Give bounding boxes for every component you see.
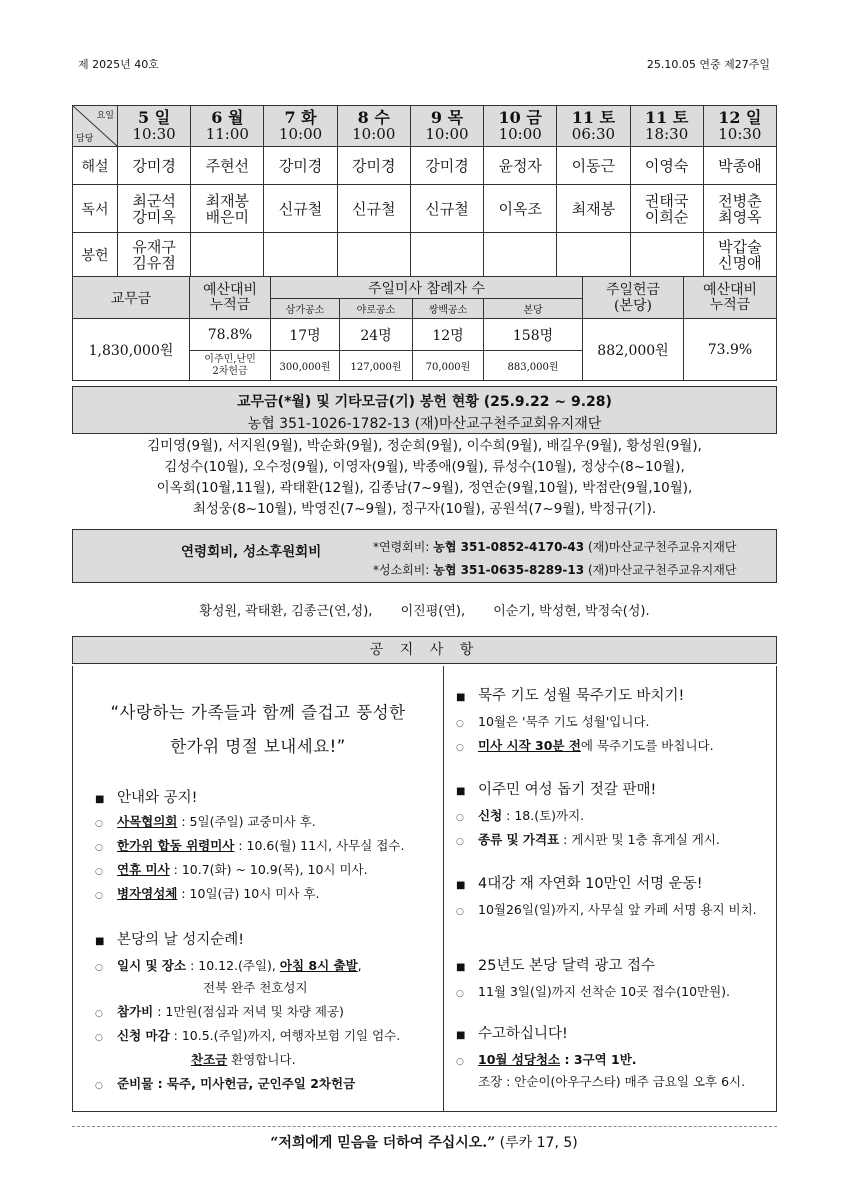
footer-divider bbox=[72, 1126, 777, 1127]
donor-line: 이옥희(10월,11월), 곽태환(12월), 김종남(7~9월), 정연순(9월,10월), 박점란(9월,10월), bbox=[156, 480, 693, 496]
donation-title: 교무금(*월) 및 기타모금(기) 봉헌 현황 (25.9.22 ~ 9.28) bbox=[237, 394, 612, 410]
notice-item-continued: 찬조금 환영합니다. bbox=[191, 1052, 296, 1067]
row-label-commentary: 해설 bbox=[73, 147, 118, 185]
sub-label-samga: 삼가공소 bbox=[271, 299, 340, 319]
schedule-cell: 최재봉 배은미 bbox=[191, 185, 264, 233]
memorial-fund-account: *연령회비: 농협 351-0852-4170-43 (재)마산교구천주교유지재단 bbox=[373, 540, 737, 554]
circle-bullet-icon: ○ bbox=[456, 813, 464, 823]
schedule-cell: 강미경 bbox=[337, 147, 410, 185]
square-bullet-icon: ■ bbox=[95, 936, 105, 947]
member-donor-group: 이순기, 박성현, 박정숙(성). bbox=[493, 604, 650, 619]
schedule-day-header: 5 일 10:30 bbox=[118, 106, 191, 147]
schedule-cell: 이동근 bbox=[557, 147, 630, 185]
second-offering-label: 이주민,난민 2차헌금 bbox=[190, 351, 271, 381]
schedule-cell: 권태국 이희순 bbox=[630, 185, 703, 233]
schedule-cell bbox=[484, 233, 557, 277]
square-bullet-icon: ■ bbox=[456, 880, 466, 891]
donor-line: 최성웅(8~10월), 박영진(7~9월), 정구자(10월), 공원석(7~9월), 박정규(기). bbox=[192, 501, 657, 517]
circle-bullet-icon: ○ bbox=[95, 1033, 103, 1043]
issue-number: 제 2025년 40호 bbox=[78, 58, 159, 71]
schedule-cell: 강미경 bbox=[410, 147, 483, 185]
donor-list bbox=[72, 436, 777, 520]
square-bullet-icon: ■ bbox=[456, 962, 466, 973]
second-offering-ssangbaek: 70,000원 bbox=[413, 351, 484, 381]
section-title: ■ 25년도 본당 달력 광고 접수 bbox=[456, 958, 655, 974]
schedule-day-header: 8 수 10:00 bbox=[337, 106, 410, 147]
schedule-cell: 윤정자 bbox=[484, 147, 557, 185]
circle-bullet-icon: ○ bbox=[95, 843, 103, 853]
offering-label: 주일헌금 (본당) bbox=[583, 277, 684, 319]
member-fund-header bbox=[72, 529, 777, 583]
verse-reference: (루카 17, 5) bbox=[499, 1135, 578, 1151]
circle-bullet-icon: ○ bbox=[456, 719, 464, 729]
kyomu-label: 교무금 bbox=[73, 277, 190, 319]
square-bullet-icon: ■ bbox=[456, 786, 466, 797]
sub-label-ssangbaek: 쌍백공소 bbox=[413, 299, 484, 319]
section-title: ■ 안내와 공지! bbox=[95, 790, 198, 806]
attendance-label: 주일미사 참례자 수 bbox=[271, 277, 583, 299]
schedule-cell: 주현선 bbox=[191, 147, 264, 185]
notice-item-continued: 조장 : 안순이(아우구스타) 매주 금요일 오후 6시. bbox=[478, 1074, 746, 1089]
notice-item: ○ 종류 및 가격표 : 게시판 및 1층 휴게실 게시. bbox=[456, 832, 720, 847]
schedule-cell: 신규철 bbox=[337, 185, 410, 233]
schedule-day-header: 11 토 06:30 bbox=[557, 106, 630, 147]
attendance-ssangbaek: 12명 bbox=[413, 319, 484, 351]
schedule-cell bbox=[191, 233, 264, 277]
member-donor-group: 황성원, 곽태환, 김종근(연,성), bbox=[199, 604, 373, 619]
circle-bullet-icon: ○ bbox=[95, 1081, 103, 1091]
notice-box bbox=[72, 666, 777, 1112]
section-title: ■ 4대강 재 자연화 10만인 서명 운동! bbox=[456, 876, 703, 892]
circle-bullet-icon: ○ bbox=[95, 1009, 103, 1019]
schedule-cell bbox=[337, 233, 410, 277]
notice-item: ○ 연휴 미사 : 10.7(화) ~ 10.9(목), 10시 미사. bbox=[95, 862, 368, 877]
offering-value: 882,000원 bbox=[583, 319, 684, 381]
circle-bullet-icon: ○ bbox=[456, 837, 464, 847]
slogan-line: 한가위 명절 보내세요!” bbox=[170, 737, 346, 756]
square-bullet-icon: ■ bbox=[456, 1030, 466, 1041]
schedule-cell: 신규철 bbox=[264, 185, 337, 233]
mass-schedule-table bbox=[72, 105, 777, 277]
issue-date: 25.10.05 연중 제27주일 bbox=[646, 58, 770, 71]
budget-label-1: 예산대비 누적금 bbox=[190, 277, 271, 319]
notice-item: ○ 10월은 '묵주 기도 성월'입니다. bbox=[456, 714, 650, 729]
notice-item: ○ 사목협의회 : 5일(주일) 교중미사 후. bbox=[95, 814, 316, 829]
budget-pct-2: 73.9% bbox=[684, 319, 777, 381]
schedule-day-header: 12 일 10:30 bbox=[703, 106, 776, 147]
notice-item: ○ 병자영성체 : 10일(금) 10시 미사 후. bbox=[95, 886, 320, 901]
finance-table bbox=[72, 276, 777, 381]
schedule-cell: 최군석 강미옥 bbox=[118, 185, 191, 233]
schedule-cell: 이영숙 bbox=[630, 147, 703, 185]
schedule-cell: 박갑술 신명애 bbox=[703, 233, 776, 277]
slogan bbox=[73, 696, 443, 764]
budget-pct-1: 78.8% bbox=[190, 319, 271, 351]
square-bullet-icon: ■ bbox=[456, 692, 466, 703]
member-fund-donors bbox=[72, 600, 777, 619]
second-offering-samga: 300,000원 bbox=[271, 351, 340, 381]
donation-account: 농협 351-1026-1782-13 (재)마산교구천주교회유지재단 bbox=[247, 416, 602, 432]
footer-verse bbox=[0, 1132, 848, 1152]
notice-left-column bbox=[73, 666, 443, 1091]
notice-item: ○ 미사 시작 30분 전에 묵주기도를 바칩니다. bbox=[456, 738, 714, 753]
notice-item: ○ 준비물 : 묵주, 미사헌금, 군인주일 2차헌금 bbox=[95, 1076, 356, 1091]
schedule-cell: 최재봉 bbox=[557, 185, 630, 233]
corner-label-role: 담당 bbox=[76, 134, 94, 144]
row-label-offering: 봉헌 bbox=[73, 233, 118, 277]
notice-item: ○ 10월26일(일)까지, 사무실 앞 카페 서명 용지 비치. bbox=[456, 902, 757, 917]
square-bullet-icon: ■ bbox=[95, 794, 105, 805]
section-title: ■ 본당의 날 성지순례! bbox=[95, 932, 245, 948]
donation-header bbox=[72, 386, 777, 434]
member-fund-title: 연령회비, 성소후원회비 bbox=[181, 544, 322, 560]
circle-bullet-icon: ○ bbox=[456, 743, 464, 753]
vocation-fund-account: *성소회비: 농협 351-0635-8289-13 (재)마산교구천주교유지재단 bbox=[373, 563, 737, 577]
schedule-day-header: 10 금 10:00 bbox=[484, 106, 557, 147]
schedule-cell: 강미경 bbox=[264, 147, 337, 185]
notice-item: ○ 신청 : 18.(토)까지. bbox=[456, 808, 585, 823]
schedule-cell bbox=[410, 233, 483, 277]
second-offering-main: 883,000원 bbox=[484, 351, 583, 381]
donor-line: 김미영(9월), 서지원(9월), 박순화(9월), 정순희(9월), 이수희(9월), 배길우(9월), 황성원(9월), bbox=[147, 438, 702, 454]
circle-bullet-icon: ○ bbox=[95, 891, 103, 901]
sub-label-main: 본당 bbox=[484, 299, 583, 319]
notice-item: ○ 10월 성당청소 : 3구역 1반. bbox=[456, 1052, 637, 1067]
kyomu-value: 1,830,000원 bbox=[73, 319, 190, 381]
schedule-cell: 박종애 bbox=[703, 147, 776, 185]
circle-bullet-icon: ○ bbox=[95, 963, 103, 973]
budget-label-2: 예산대비 누적금 bbox=[684, 277, 777, 319]
circle-bullet-icon: ○ bbox=[95, 819, 103, 829]
notice-item: ○ 일시 및 장소 : 10.12.(주일), 아침 8시 출발, bbox=[95, 958, 362, 973]
circle-bullet-icon: ○ bbox=[456, 907, 464, 917]
notice-item: ○ 신청 마감 : 10.5.(주일)까지, 여행자보험 기일 엄수. bbox=[95, 1028, 401, 1043]
notice-heading: 공 지 사 항 bbox=[72, 636, 777, 664]
circle-bullet-icon: ○ bbox=[456, 989, 464, 999]
schedule-day-header: 7 화 10:00 bbox=[264, 106, 337, 147]
circle-bullet-icon: ○ bbox=[456, 1057, 464, 1067]
schedule-cell bbox=[264, 233, 337, 277]
notice-item: ○ 11월 3일(일)까지 선착순 10곳 접수(10만원). bbox=[456, 984, 731, 999]
notice-item: ○ 한가위 합동 위령미사 : 10.6(월) 11시, 사무실 접수. bbox=[95, 838, 405, 853]
attendance-main: 158명 bbox=[484, 319, 583, 351]
second-offering-yaro: 127,000원 bbox=[340, 351, 413, 381]
schedule-cell bbox=[557, 233, 630, 277]
member-donor-group: 이진평(연), bbox=[400, 604, 466, 619]
circle-bullet-icon: ○ bbox=[95, 867, 103, 877]
section-title: ■ 묵주 기도 성월 묵주기도 바치기! bbox=[456, 688, 685, 704]
slogan-line: “사랑하는 가족들과 함께 즐겁고 풍성한 bbox=[110, 703, 406, 722]
row-label-reading: 독서 bbox=[73, 185, 118, 233]
schedule-cell: 이옥조 bbox=[484, 185, 557, 233]
corner-label-day: 요일 bbox=[96, 111, 114, 121]
attendance-yaro: 24명 bbox=[340, 319, 413, 351]
schedule-day-header: 6 월 11:00 bbox=[191, 106, 264, 147]
section-title: ■ 이주민 여성 돕기 젓갈 판매! bbox=[456, 782, 657, 798]
column-divider bbox=[443, 666, 444, 1112]
verse-text: “저희에게 믿음을 더하여 주십시오.” bbox=[270, 1135, 496, 1151]
donor-line: 김성수(10월), 오수정(9월), 이영자(9월), 박종애(9월), 류성수(10월), 정상수(8~10월), bbox=[164, 459, 685, 475]
schedule-corner-cell bbox=[73, 106, 118, 147]
notice-item-continued: 전북 완주 천호성지 bbox=[203, 980, 308, 995]
attendance-samga: 17명 bbox=[271, 319, 340, 351]
notice-item: ○ 참가비 : 1만원(점심과 저녁 및 차량 제공) bbox=[95, 1004, 344, 1019]
schedule-cell: 전병춘 최영옥 bbox=[703, 185, 776, 233]
schedule-cell bbox=[630, 233, 703, 277]
schedule-day-header: 11 토 18:30 bbox=[630, 106, 703, 147]
schedule-cell: 유재구 김유점 bbox=[118, 233, 191, 277]
schedule-cell: 신규철 bbox=[410, 185, 483, 233]
schedule-day-header: 9 목 10:00 bbox=[410, 106, 483, 147]
schedule-cell: 강미경 bbox=[118, 147, 191, 185]
section-title: ■ 수고하십니다! bbox=[456, 1026, 568, 1042]
sub-label-yaro: 야로공소 bbox=[340, 299, 413, 319]
